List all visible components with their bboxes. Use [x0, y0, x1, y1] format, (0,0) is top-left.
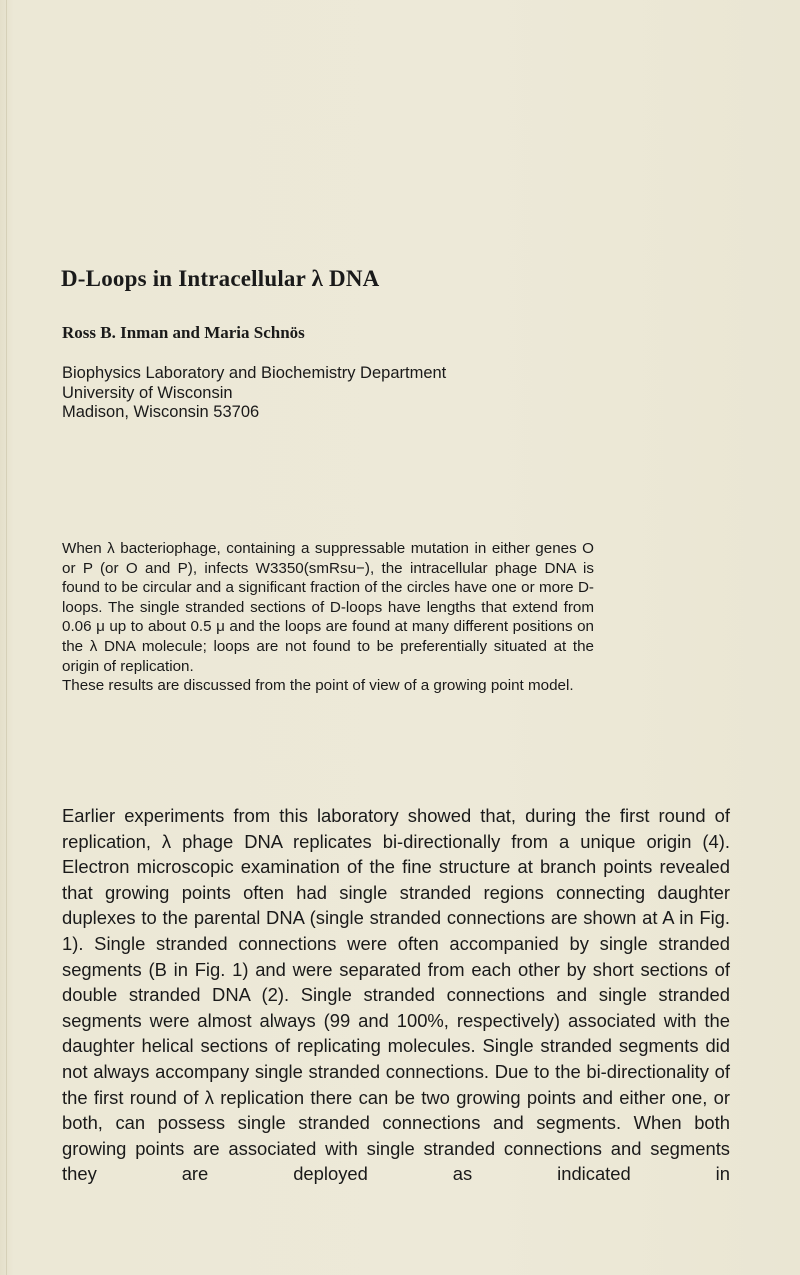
abstract-paragraph: These results are discussed from the point of view of a growing point model.	[62, 677, 574, 695]
affiliation-line: Biophysics Laboratory and Biochemistry Department	[62, 364, 447, 382]
abstract-paragraph: When λ bacteriophage, containing a suppressable mutation in either genes O or P (or O and P), infects W3350(smRsu−), the intracellular phage DNA is found to be circular and a significant fraction of the circles have one or more D-loops. The single stranded sections of D-loops have lengths that extend from 0.06 μ up to about 0.5 μ and the loops are found at many different positions on the λ DNA molecule; loops are not found to be preferentially situated at the origin of replication.	[62, 540, 594, 675]
body-text	[62, 803, 730, 1187]
abstract	[62, 539, 594, 696]
page-edge	[6, 0, 7, 1275]
affiliation-line: Madison, Wisconsin 53706	[62, 403, 260, 421]
body-paragraph: Earlier experiments from this laboratory showed that, during the first round of replication, λ phage DNA replicates bi-directionally from a unique origin (4). Electron microscopic examination of the fine structure at branch points revealed that growing points often had single stranded regions connecting daughter duplexes to the parental DNA (single stranded connections are shown at A in Fig. 1). Single stranded connections were often accompanied by single stranded segments (B in Fig. 1) and were separated from each other by short sections of double stranded DNA (2). Single stranded connections and single stranded segments were almost always (99 and 100%, respectively) associated with the daughter helical sections of replicating molecules. Single stranded segments did not always accompany single stranded connections. Due to the bi-directionality of the first round of λ replication there can be two growing points and either one, or both, can possess single stranded connections and segments. When both growing points are associated with single stranded connections and segments they are deployed as indicated in	[62, 805, 730, 1185]
affiliation	[62, 364, 446, 423]
article-title: D-Loops in Intracellular λ DNA	[61, 266, 380, 291]
article-authors: Ross B. Inman and Maria Schnös	[62, 323, 305, 342]
affiliation-line: University of Wisconsin	[62, 383, 233, 402]
